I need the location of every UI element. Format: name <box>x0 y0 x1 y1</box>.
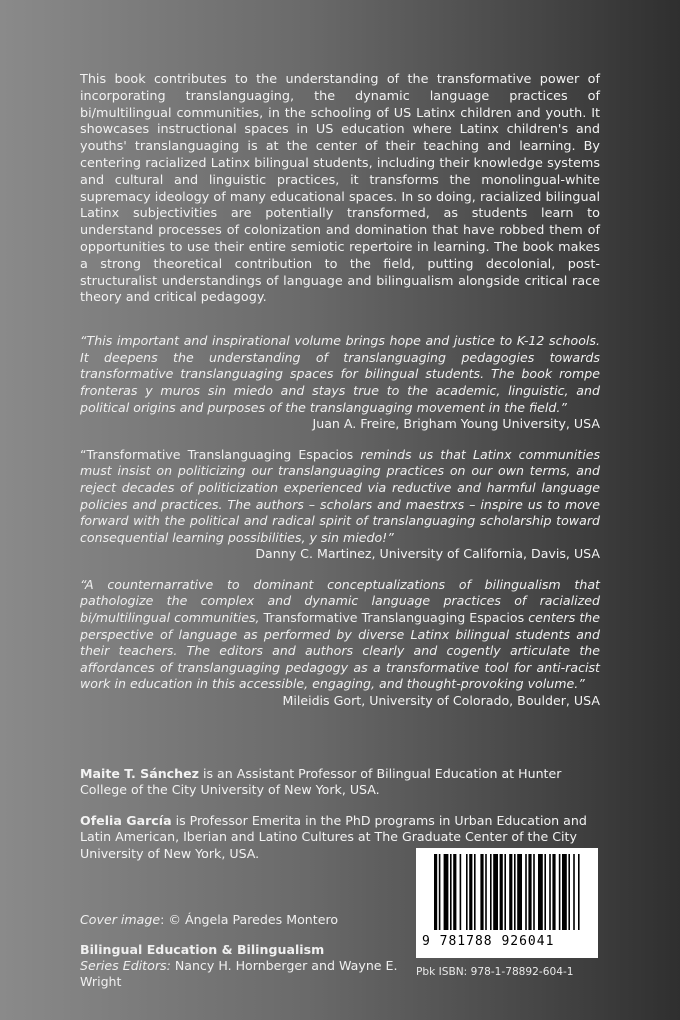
cover-credit <box>80 912 410 928</box>
back-cover-text <box>80 72 600 877</box>
barcode-bar <box>544 854 546 930</box>
endorsement-text <box>80 447 600 547</box>
barcode-bar <box>525 854 527 930</box>
pbk-isbn: Pbk ISBN: 978-1-78892-604-1 <box>416 966 574 978</box>
endorsement-attribution: Juan A. Freire, Brigham Young University, USA <box>312 416 600 432</box>
barcode-bar <box>460 854 462 930</box>
series-info <box>80 942 410 990</box>
barcode-bar <box>469 854 472 930</box>
barcode-bar <box>509 854 512 930</box>
barcode-bar <box>552 854 555 930</box>
endorsement-book-title: Transformative Translanguaging Espacios <box>263 610 525 626</box>
barcode-digits: 9 781788 926041 <box>422 934 555 949</box>
endorsement-text-lead: “A counternarrative to dominant conceptualizations of bilingualism that pathologize the complex and dynamic language practices of racialized bi/multilingual communities, <box>80 576 600 626</box>
barcode <box>416 848 598 958</box>
barcode-bar <box>434 854 437 930</box>
editor-name: Maite T. Sánchez <box>80 765 199 781</box>
barcode-bar <box>573 854 575 930</box>
barcode-bar <box>562 854 567 930</box>
barcode-bar <box>500 854 503 930</box>
endorsement-attribution: Mileidis Gort, University of Colorado, Boulder, USA <box>282 693 600 709</box>
barcode-bar <box>480 854 483 930</box>
barcode-bar <box>466 854 468 930</box>
endorsement-1 <box>80 333 600 433</box>
endorsement-text-lead: “Transformative Translanguaging Espacios <box>80 446 361 462</box>
barcode-bar <box>444 854 449 930</box>
barcode-bar <box>514 854 516 930</box>
endorsement-text: “This important and inspirational volume brings hope and justice to K-12 schools. It deepens the understanding of translanguaging pedagogies towards transformative translanguaging spaces for bilingual students. The book rompe fronteras y muros sin miedo and stays true to the academic, linguistic, and political origins and purposes of the translanguaging movement in the field.” <box>80 333 600 415</box>
cover-credit-name: Ángela Paredes Montero <box>184 912 339 927</box>
barcode-bars <box>416 848 598 938</box>
barcode-bar <box>533 854 535 930</box>
barcode-bar <box>549 854 551 930</box>
book-description: This book contributes to the understanding of the transformative power of incorporating translanguaging, the dynamic language practices of bi/multilingual communities, in the schooling of US Latinx children and youth. It showcases instructional spaces in US education where Latinx children's and youths' translanguaging is at the center of their teaching and learning. By centering racialized Latinx bilingual students, including their knowledge systems and cultural and linguistic practices, it transforms the monolingual-white supremacy ideology of many educational spaces. In so doing, racialized bilingual Latinx subjectivities are potentially transformed, as students learn to understand processes of colonization and domination that have robbed them of opportunities to use their entire semiotic repertoire in learning. The book makes a strong theoretical contribution to the field, putting decolonial, post-structuralist understandings of language and bilingualism alongside critical race theory and critical pedagogy. <box>80 72 600 306</box>
series-editors <box>80 958 410 990</box>
barcode-bar <box>568 854 570 930</box>
barcode-bar <box>559 854 561 930</box>
barcode-bar <box>474 854 476 930</box>
endorsement-attribution: Danny C. Martinez, University of California, Davis, USA <box>255 546 600 562</box>
endorsement-2 <box>80 447 600 563</box>
barcode-bar <box>450 854 452 930</box>
editor-name: Ofelia García <box>80 812 172 828</box>
endorsement-text-body: centers the perspective of language as performed by diverse Latinx bilingual students and their teachers. The editors and authors clearly and cogently articulate the affordances of translanguaging pedagogy as a transformative tool for anti-racist work in education in this accessible, engaging, and thought-provoking volume.” <box>80 610 600 692</box>
barcode-bar <box>504 854 506 930</box>
editor-bio-1 <box>80 766 600 799</box>
series-editors-names: Nancy H. Hornberger and Wayne E. Wright <box>80 958 398 989</box>
series-name: Bilingual Education & Bilingualism <box>80 942 325 957</box>
barcode-bar <box>485 854 487 930</box>
editor-bio-text: is an Assistant Professor of Bilingual Education at Hunter College of the City University of New York, USA. <box>80 765 562 798</box>
barcode-bar <box>528 854 531 930</box>
footer-info <box>80 912 410 990</box>
cover-credit-label: Cover image <box>80 912 161 927</box>
barcode-bar <box>453 854 456 930</box>
barcode-bar <box>439 854 441 930</box>
barcode-bar <box>490 854 492 930</box>
barcode-bar <box>538 854 543 930</box>
barcode-bar <box>578 854 580 930</box>
series-editors-label: Series Editors: <box>80 958 171 973</box>
endorsement-text-body: reminds us that Latinx communities must insist on politicizing our translanguaging practices on our own terms, and reject decades of politicization experienced via reductive and harmful language policies and practices. The authors – scholars and maestrxs – inspire us to move forward with the political and radical spirit of translanguaging scholarship toward consequential learning possibilities, y sin miedo!” <box>80 446 601 545</box>
barcode-bar <box>517 854 522 930</box>
cover-credit-separator: : © <box>160 912 185 927</box>
endorsement-text <box>80 577 600 693</box>
endorsement-3 <box>80 577 600 710</box>
barcode-bar <box>493 854 498 930</box>
editor-bio-text: is Professor Emerita in the PhD programs in Urban Education and Latin American, Iberian and Latino Cultures at The Graduate Center of the City University of New York, USA. <box>80 812 587 861</box>
endorsements <box>80 333 600 709</box>
